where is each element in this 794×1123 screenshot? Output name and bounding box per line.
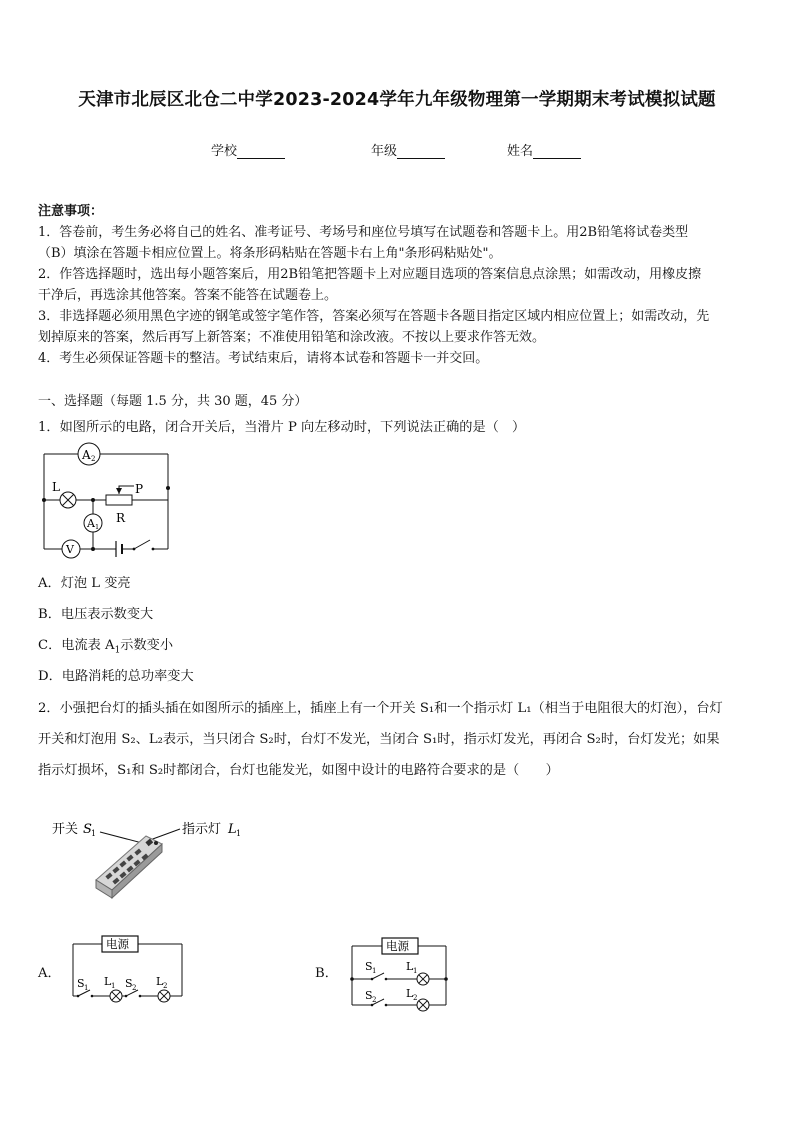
notes-section (38, 201, 760, 369)
q1-option-a: A．灯泡 L 变亮 (38, 576, 131, 591)
lamp-label: L (52, 480, 60, 494)
switch-s2-sub: 2 (132, 984, 137, 992)
lamp-l2-sub: 2 (413, 994, 418, 1002)
lamp-l2-label: L (156, 975, 164, 988)
grade-blank (397, 144, 445, 159)
notes-line-4: 干净后，再选涂其他答案。答案不能答在试题卷上。 (38, 288, 338, 303)
lamp-l2-sub: 2 (163, 982, 168, 990)
q2-option-b-circuit (344, 932, 454, 1020)
socket-illustration (46, 812, 256, 902)
socket-switch-label: 开关 (52, 822, 79, 837)
socket-switch-sub: 1 (91, 829, 97, 838)
socket-switch-symbol: S (83, 822, 92, 837)
grade-label: 年级 (371, 144, 398, 159)
q2-option-a-circuit (68, 932, 188, 1007)
power-source-label: 电源 (106, 937, 129, 951)
q1-circuit-diagram (36, 442, 176, 560)
voltmeter-label: V (66, 543, 74, 556)
switch-s2-label: S (125, 977, 133, 990)
school-field (211, 140, 285, 159)
power-strip-icon (96, 836, 162, 898)
notes-line-6: 划掉原来的答案，然后再写上新答案；不准使用铅笔和涂改液。不按以上要求作答无效。 (38, 330, 546, 345)
lamp-l2-label: L (406, 987, 414, 1000)
lamp-l1-sub: 1 (413, 967, 418, 975)
notes-line-2: （B）填涂在答题卡相应位置上。将条形码粘贴在答题卡右上角"条形码粘贴处"。 (38, 246, 502, 261)
q2-line-3: 指示灯损坏，S₁和 S₂时都闭合，台灯也能发光，如图中设计的电路符合要求的是（ ） (38, 763, 559, 778)
notes-heading: 注意事项： (38, 204, 104, 219)
grade-field (371, 140, 445, 159)
section-heading: 一、选择题（每题 1.5 分，共 30 题，45 分） (38, 394, 308, 409)
ammeter-a2-sub: 2 (91, 455, 96, 463)
switch-s2-sub: 2 (372, 996, 377, 1004)
rheostat-icon (106, 495, 132, 505)
power-source-label: 电源 (386, 939, 409, 953)
ammeter-a1-label: A (87, 517, 95, 530)
q1-option-c-text: C．电流表 A (38, 638, 115, 653)
q2-option-a-label: A． (38, 966, 61, 981)
switch-s1-sub: 1 (372, 967, 377, 975)
notes-line-5: 3．非选择题必须用黑色字迹的钢笔或签字笔作答，答案必须写在答题卡各题目指定区域内相应位置上；如需改动，先 (38, 309, 710, 324)
school-label: 学校 (211, 144, 238, 159)
q1-option-b: B．电压表示数变大 (38, 607, 154, 622)
socket-light-symbol: L (228, 822, 237, 837)
notes-line-3: 2．作答选择题时，选出每小题答案后，用2B铅笔把答题卡上对应题目选项的答案信息点涂黑；如需改动，用橡皮擦 (38, 267, 702, 282)
ammeter-a1-sub: 1 (95, 523, 100, 531)
socket-light-label: 指示灯 (182, 822, 222, 837)
name-field (507, 140, 581, 159)
socket-light-sub: 1 (236, 829, 242, 838)
q2-option-b-label: B． (315, 966, 338, 981)
lamp-l1-label: L (406, 960, 414, 973)
q1-option-c-sub: 1 (114, 645, 121, 656)
q2-line-1: 2．小强把台灯的插头插在如图所示的插座上，插座上有一个开关 S₁和一个指示灯 L₁（相当于电阻很大的灯泡），台灯 (38, 701, 723, 716)
switch-s2-label: S (365, 989, 373, 1002)
notes-line-1: 1．答卷前，考生务必将自己的姓名、准考证号、考场号和座位号填写在试题卷和答题卡上。用2B铅笔将试卷类型 (38, 225, 689, 240)
rheostat-r-label: R (116, 511, 126, 525)
q1-option-d: D．电路消耗的总功率变大 (38, 669, 194, 684)
name-blank (533, 144, 581, 159)
switch-s1-sub: 1 (84, 984, 89, 992)
page-title: 天津市北辰区北仓二中学2023-2024学年九年级物理第一学期期末考试模拟试题 (78, 90, 716, 110)
lamp-l1-label: L (104, 975, 112, 988)
q2-line-2: 开关和灯泡用 S₂、L₂表示，当只闭合 S₂时，台灯不发光，当闭合 S₁时，指示灯发光，再闭合 S₂时，台灯发光；如果 (38, 732, 720, 747)
notes-line-7: 4．考生必须保证答题卡的整洁。考试结束后，请将本试卷和答题卡一并交回。 (38, 351, 489, 366)
slider-p-label: P (135, 482, 144, 496)
switch-s1-label: S (365, 960, 373, 973)
q1-option-c-rest: 示数变小 (120, 638, 174, 653)
lamp-l1-sub: 1 (111, 982, 116, 990)
name-label: 姓名 (507, 144, 534, 159)
q1-stem: 1．如图所示的电路，闭合开关后，当滑片 P 向左移动时，下列说法正确的是（ ） (38, 420, 526, 435)
q1-option-c (38, 634, 173, 656)
ammeter-a2-label: A (82, 448, 91, 462)
school-blank (237, 144, 285, 159)
switch-s1-label: S (77, 977, 85, 990)
